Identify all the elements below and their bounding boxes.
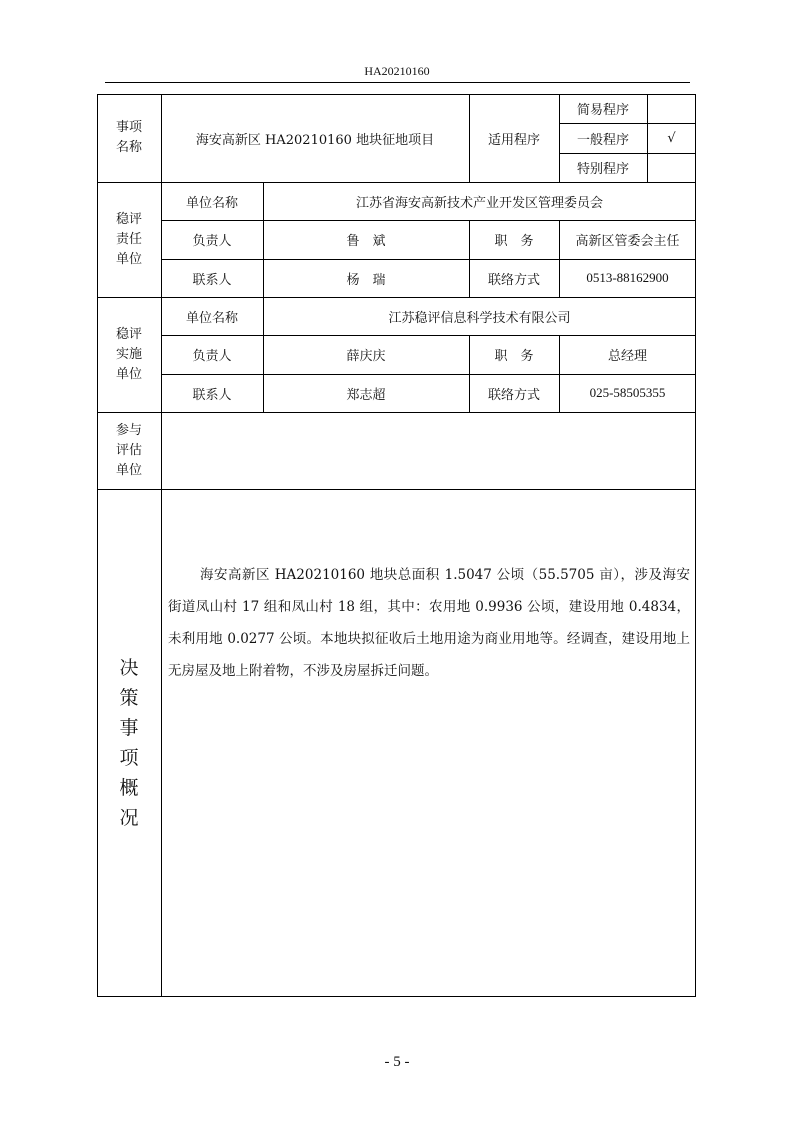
phone-label: 联络方式 — [487, 272, 540, 288]
procedure-simple-mark — [647, 94, 696, 123]
project-label: 事项 名称 — [115, 120, 142, 155]
procedure-simple: 简易程序 — [576, 103, 629, 118]
unit-name-label: 单位名称 — [185, 310, 238, 326]
procedure-general: 一般程序 — [576, 132, 629, 148]
head-label: 负责人 — [192, 234, 232, 249]
participating-unit-value — [161, 412, 696, 489]
head-name: 薛庆庆 — [346, 349, 386, 364]
title-label: 职 务 — [494, 234, 534, 249]
contact-label: 联系人 — [192, 387, 232, 403]
procedure-general-mark: √ — [667, 130, 676, 146]
unit-name-label: 单位名称 — [185, 195, 238, 211]
title-label: 职 务 — [494, 349, 534, 364]
row-divider — [97, 489, 696, 490]
head-label: 负责人 — [192, 349, 232, 364]
overview-text: 海安高新区 HA20210160 地块总面积 1.5047 公顷（55.5705 亩），涉及海安街道凤山村 17 组和凤山村 18 组，其中：农用地 0.9936 公顷，建设用地 0.4834，未利用地 0.0277 公顷。本地块拟征收后土地用途为商业用地等。经调查，建设用地上无房屋及地上附着物，不涉及房屋拆迁问题。 — [168, 567, 690, 679]
unit-name: 江苏稳评信息科学技术有限公司 — [388, 310, 571, 326]
title-value: 高新区管委会主任 — [575, 234, 680, 249]
procedure-special-mark — [647, 153, 696, 182]
phone-label: 联络方式 — [487, 387, 540, 403]
implementing-unit-label: 稳评 实施 单位 — [115, 326, 142, 382]
page-number: - 5 - — [384, 1054, 410, 1070]
contact-label: 联系人 — [192, 272, 232, 288]
project-name: 海安高新区 HA20210160 地块征地项目 — [195, 132, 435, 148]
header-code: HA20210160 — [364, 64, 430, 78]
header-rule — [105, 82, 690, 83]
head-name: 鲁 斌 — [346, 234, 386, 249]
title-value: 总经理 — [607, 349, 647, 364]
participating-unit-label: 参与 评估 单位 — [115, 422, 142, 478]
contact-name: 杨 瑞 — [346, 272, 386, 288]
phone-value: 0513-88162900 — [586, 270, 669, 285]
phone-value: 025-58505355 — [589, 385, 666, 400]
unit-name: 江苏省海安高新技术产业开发区管理委员会 — [355, 195, 603, 211]
procedure-special: 特别程序 — [576, 162, 629, 177]
contact-name: 郑志超 — [346, 387, 386, 403]
procedure-label: 适用程序 — [487, 132, 540, 148]
overview-label: 决 策 事 项 概 况 — [119, 657, 139, 829]
responsible-unit-label: 稳评 责任 单位 — [115, 211, 142, 267]
